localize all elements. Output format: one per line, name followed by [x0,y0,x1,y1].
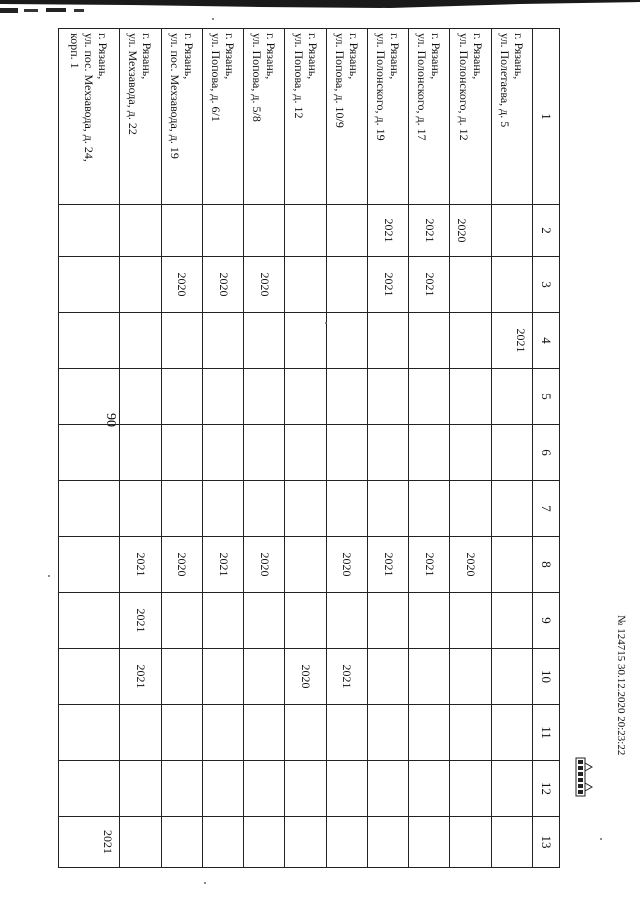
year-cell-col-2 [202,205,243,257]
year-cell-col-12 [491,761,532,817]
year-cell-col-5 [285,369,326,425]
address-line: г. Рязань, [511,33,526,80]
year-cell-col-5 [161,369,202,425]
year-cell-col-10: 2021 [326,649,367,705]
year-cell-col-11 [202,705,243,761]
year-cell-col-5 [491,369,532,425]
column-number-1: 1 [533,29,560,205]
year-cell-col-4 [202,313,243,369]
year-cell-col-10: 2020 [285,649,326,705]
address-line: г. Рязань, [264,33,279,80]
column-number-8: 8 [533,537,560,593]
year-cell-col-12 [326,761,367,817]
year-cell-col-13 [409,817,450,868]
page-number: 90 [103,413,118,427]
year-cell-col-9 [59,593,120,649]
year-cell-col-2: 2021 [409,205,450,257]
year-cell-col-6 [161,425,202,481]
address-line: ул. Попова, д. 6/1 [209,33,224,122]
year-cell-col-11 [367,705,408,761]
year-cell-col-5 [326,369,367,425]
year-cell-col-10 [491,649,532,705]
year-cell-col-7 [326,481,367,537]
table-row [244,29,285,868]
year-cell-col-8: 2021 [367,537,408,593]
year-cell-col-9 [161,593,202,649]
address-cell [120,29,161,205]
year-cell-col-5 [367,369,408,425]
year-cell-col-13 [450,817,491,868]
address-cell [491,29,532,205]
year-cell-col-12 [367,761,408,817]
year-cell-col-2: 2020 [450,205,491,257]
year-cell-col-10 [161,649,202,705]
column-number-11: 11 [533,705,560,761]
scan-speck [48,575,50,577]
year-cell-col-4: 2021 [491,313,532,369]
year-cell-col-4 [367,313,408,369]
year-cell-col-9 [285,593,326,649]
year-cell-col-2 [59,205,120,257]
year-cell-col-6 [244,425,285,481]
year-cell-col-4 [161,313,202,369]
table-row [450,29,491,868]
year-cell-col-13 [491,817,532,868]
scan-edge-artifact [0,0,640,14]
scan-speck [212,18,214,20]
table-row [120,29,161,868]
year-cell-col-13 [244,817,285,868]
year-cell-col-13 [285,817,326,868]
column-number-4: 4 [533,313,560,369]
year-cell-col-7 [409,481,450,537]
year-cell-col-4 [285,313,326,369]
year-cell-col-3: 2020 [161,257,202,313]
table-row [285,29,326,868]
address-line: ул. Полонского, д. 17 [415,33,430,141]
address-cell [409,29,450,205]
address-line: г. Рязань, [470,33,485,80]
year-cell-col-13 [367,817,408,868]
address-line: г. Рязань, [223,33,238,80]
table-row [491,29,532,868]
year-cell-col-3 [59,257,120,313]
year-cell-col-9 [326,593,367,649]
year-cell-col-6 [120,425,161,481]
year-cell-col-2: 2021 [367,205,408,257]
year-cell-col-7 [450,481,491,537]
column-number-12: 12 [533,761,560,817]
year-cell-col-6 [326,425,367,481]
schedule-table [58,28,560,868]
year-cell-col-7 [120,481,161,537]
year-cell-col-12 [59,761,120,817]
year-cell-col-2 [285,205,326,257]
year-cell-col-8: 2020 [161,537,202,593]
year-cell-col-2 [161,205,202,257]
year-cell-col-9 [202,593,243,649]
year-cell-col-10 [367,649,408,705]
year-cell-col-5 [409,369,450,425]
address-line: г. Рязань, [388,33,403,80]
year-cell-col-13 [161,817,202,868]
year-cell-col-6 [450,425,491,481]
year-cell-col-12 [244,761,285,817]
year-cell-col-10 [409,649,450,705]
address-cell [202,29,243,205]
year-cell-col-6 [285,425,326,481]
year-cell-col-5 [120,369,161,425]
column-number-5: 5 [533,369,560,425]
year-cell-col-12 [409,761,450,817]
year-cell-col-11 [326,705,367,761]
column-number-9: 9 [533,593,560,649]
column-number-13: 13 [533,817,560,868]
table-row [409,29,450,868]
year-cell-col-4 [244,313,285,369]
address-line: ул. пос. Мехзавода, д. 24, [82,33,97,162]
year-cell-col-2 [120,205,161,257]
year-cell-col-5 [59,369,120,425]
stamp-icon [574,756,594,798]
year-cell-col-8: 2020 [450,537,491,593]
address-line: г. Рязань, [305,33,320,80]
year-cell-col-3 [491,257,532,313]
year-cell-col-11 [491,705,532,761]
year-cell-col-6 [202,425,243,481]
year-cell-col-8 [59,537,120,593]
address-line: ул. Полонского, д. 12 [456,33,471,141]
address-line: г. Рязань, [429,33,444,80]
year-cell-col-6 [367,425,408,481]
table-row [326,29,367,868]
year-cell-col-3 [120,257,161,313]
year-cell-col-4 [450,313,491,369]
year-cell-col-11 [59,705,120,761]
year-cell-col-9 [244,593,285,649]
year-cell-col-6 [59,425,120,481]
year-cell-col-7 [491,481,532,537]
year-cell-col-10 [244,649,285,705]
address-cell [367,29,408,205]
year-cell-col-8 [491,537,532,593]
address-line: г. Рязань, [346,33,361,80]
address-cell [244,29,285,205]
year-cell-col-3: 2020 [244,257,285,313]
address-line: корп. 1 [68,33,83,69]
year-cell-col-3: 2021 [367,257,408,313]
address-cell [285,29,326,205]
address-line: ул. Попова, д. 12 [291,33,306,119]
year-cell-col-8 [285,537,326,593]
address-line: ул. пос. Мехзавода, д. 19 [167,33,182,159]
year-cell-col-3: 2021 [409,257,450,313]
year-cell-col-10 [59,649,120,705]
year-cell-col-4 [326,313,367,369]
address-line: ул. Полонского, д. 19 [374,33,389,141]
year-cell-col-10 [202,649,243,705]
column-number-7: 7 [533,481,560,537]
table-row [161,29,202,868]
address-cell [59,29,120,205]
address-cell [450,29,491,205]
year-cell-col-9: 2021 [120,593,161,649]
year-cell-col-9 [367,593,408,649]
year-cell-col-7 [285,481,326,537]
address-line: ул. Попова, д. 10/9 [332,33,347,128]
table-row [202,29,243,868]
year-cell-col-7 [244,481,285,537]
year-cell-col-6 [491,425,532,481]
year-cell-col-8: 2020 [326,537,367,593]
year-cell-col-5 [244,369,285,425]
year-cell-col-4 [59,313,120,369]
address-line: г. Рязань, [140,33,155,80]
year-cell-col-11 [285,705,326,761]
year-cell-col-13 [202,817,243,868]
address-line: ул. Попова, д. 5/8 [250,33,265,122]
address-cell [326,29,367,205]
year-cell-col-7 [367,481,408,537]
year-cell-col-13: 2021 [59,817,120,868]
scan-speck [204,882,206,884]
scan-speck [325,322,327,324]
address-line: ул. Мехзавода, д. 22 [126,33,141,135]
schedule-table-rotated [58,28,560,854]
scan-speck [600,838,602,840]
year-cell-col-10 [450,649,491,705]
year-cell-col-4 [409,313,450,369]
year-cell-col-3: 2020 [202,257,243,313]
column-number-2: 2 [533,205,560,257]
address-cell [161,29,202,205]
year-cell-col-7 [202,481,243,537]
year-cell-col-6 [409,425,450,481]
header-row [533,29,560,868]
year-cell-col-12 [202,761,243,817]
year-cell-col-2 [326,205,367,257]
column-number-10: 10 [533,649,560,705]
year-cell-col-12 [450,761,491,817]
year-cell-col-8: 2021 [409,537,450,593]
year-cell-col-5 [450,369,491,425]
year-cell-col-5 [202,369,243,425]
year-cell-col-13 [326,817,367,868]
table-row [59,29,120,868]
column-number-6: 6 [533,425,560,481]
year-cell-col-3 [450,257,491,313]
column-number-3: 3 [533,257,560,313]
address-line: ул. Полетаева, д. 5 [497,33,512,128]
year-cell-col-10: 2021 [120,649,161,705]
year-cell-col-2 [491,205,532,257]
year-cell-col-12 [161,761,202,817]
year-cell-col-9 [491,593,532,649]
year-cell-col-12 [120,761,161,817]
year-cell-col-11 [161,705,202,761]
year-cell-col-3 [326,257,367,313]
year-cell-col-9 [450,593,491,649]
year-cell-col-8: 2021 [202,537,243,593]
year-cell-col-11 [409,705,450,761]
year-cell-col-2 [244,205,285,257]
year-cell-col-8: 2020 [244,537,285,593]
table-row [367,29,408,868]
signature-line: № 124715 30.12.2020 20:23:22 [615,615,627,756]
year-cell-col-11 [450,705,491,761]
year-cell-col-8: 2021 [120,537,161,593]
year-cell-col-4 [120,313,161,369]
year-cell-col-9 [409,593,450,649]
address-line: г. Рязань, [181,33,196,80]
address-line: г. Рязань, [96,33,111,80]
year-cell-col-11 [244,705,285,761]
year-cell-col-11 [120,705,161,761]
year-cell-col-3 [285,257,326,313]
year-cell-col-12 [285,761,326,817]
year-cell-col-13 [120,817,161,868]
year-cell-col-7 [59,481,120,537]
year-cell-col-7 [161,481,202,537]
